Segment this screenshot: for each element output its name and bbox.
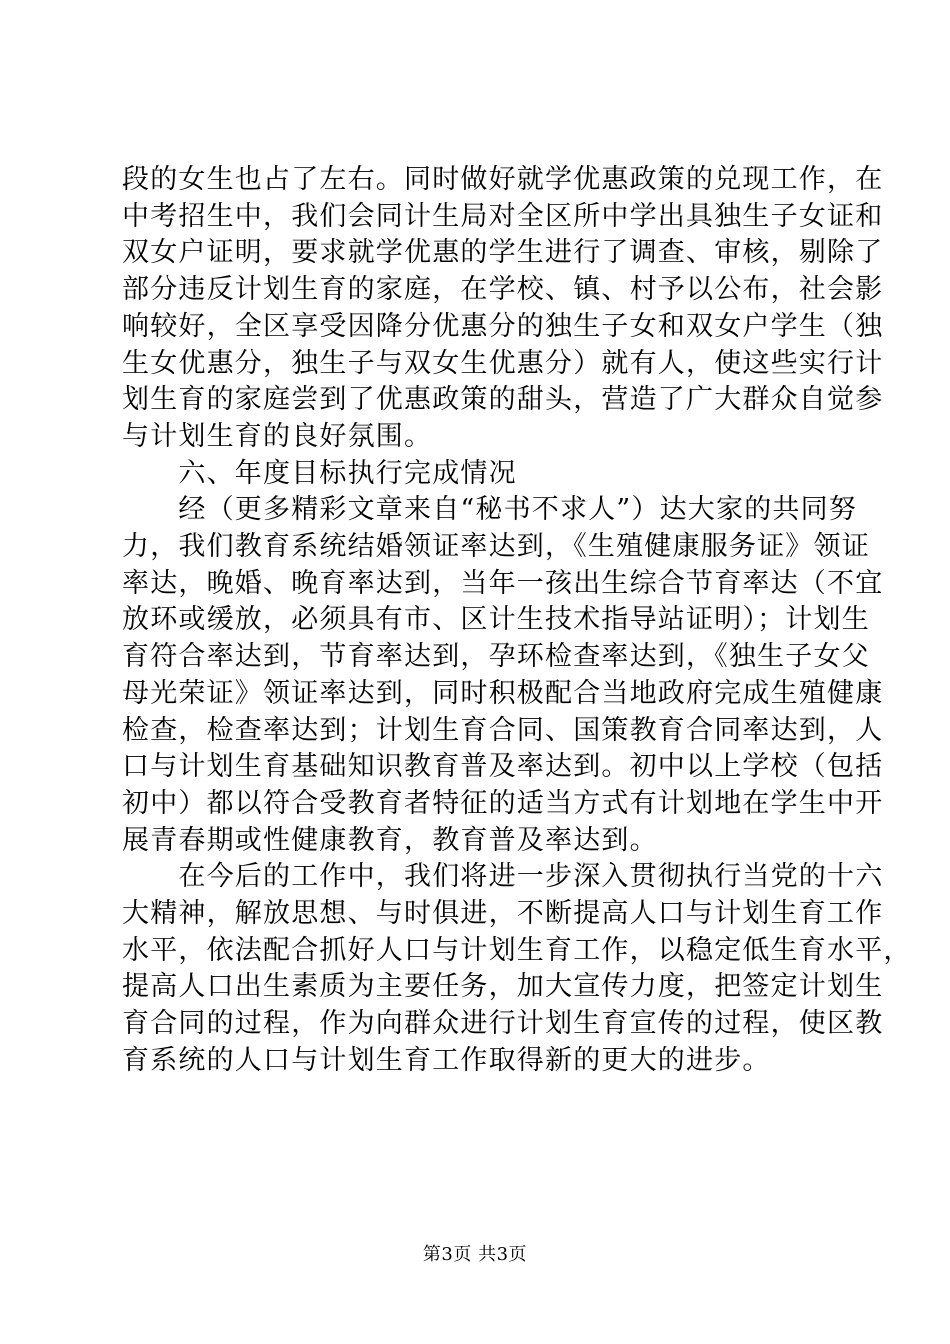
text-line: 放环或缓放，必须具有市、区计生技术指导站证明）；计划生 <box>122 604 870 636</box>
text-line: 经（更多精彩文章来自“秘书不求人”）达大家的共同努 <box>122 494 858 526</box>
text-line: 力，我们教育系统结婚领证率达到，《生殖健康服务证》领证 <box>122 531 870 563</box>
text-line: 育系统的人口与计划生育工作取得新的更大的进步。 <box>122 1044 771 1076</box>
text-line: 水平，依法配合抓好人口与计划生育工作，以稳定低生育水平， <box>122 934 912 966</box>
text-line: 部分违反计划生育的家庭，在学校、镇、村予以公布，社会影 <box>122 274 884 306</box>
document-body <box>122 162 912 1080</box>
text-line: 在今后的工作中，我们将进一步深入贯彻执行当党的十六 <box>122 861 884 893</box>
text-line: 大精神，解放思想、与时俱进，不断提高人口与计划生育工作 <box>122 898 884 930</box>
text-line: 提高人口出生素质为主要任务，加大宣传力度，把签定计划生 <box>122 971 884 1003</box>
text-line: 检查，检查率达到；计划生育合同、国策教育合同率达到，人 <box>122 714 884 746</box>
text-line: 率达，晚婚、晚育率达到，当年一孩出生综合节育率达（不宜 <box>122 567 884 599</box>
text-line: 双女户证明，要求就学优惠的学生进行了调查、审核，剔除了 <box>122 237 884 269</box>
text-line: 生女优惠分，独生子与双女生优惠分）就有人，使这些实行计 <box>122 347 884 379</box>
text-line: 划生育的家庭尝到了优惠政策的甜头，营造了广大群众自觉参 <box>122 384 884 416</box>
text-line: 初中）都以符合受教育者特征的适当方式有计划地在学生中开 <box>122 787 884 819</box>
text-line: 口与计划生育基础知识教育普及率达到。初中以上学校（包括 <box>122 751 884 783</box>
text-line: 展青春期或性健康教育，教育普及率达到。 <box>122 824 658 856</box>
text-line: 中考招生中，我们会同计生局对全区所中学出具独生子女证和 <box>122 200 884 232</box>
text-line: 育合同的过程，作为向群众进行计划生育宣传的过程，使区教 <box>122 1008 884 1040</box>
text-line: 育符合率达到，节育率达到，孕环检查率达到，《独生子女父 <box>122 641 870 673</box>
text-line: 段的女生也占了左右。同时做好就学优惠政策的兑现工作，在 <box>122 164 884 195</box>
text-line: 母光荣证》领证率达到，同时积极配合当地政府完成生殖健康 <box>122 677 884 709</box>
text-line: 响较好，全区享受因降分优惠分的独生子女和双女户学生（独 <box>122 310 884 342</box>
page-number-footer: 第3页 共3页 <box>422 1244 528 1265</box>
section-heading: 六、年度目标执行完成情况 <box>122 457 517 489</box>
text-line: 与计划生育的良好氛围。 <box>122 420 433 452</box>
